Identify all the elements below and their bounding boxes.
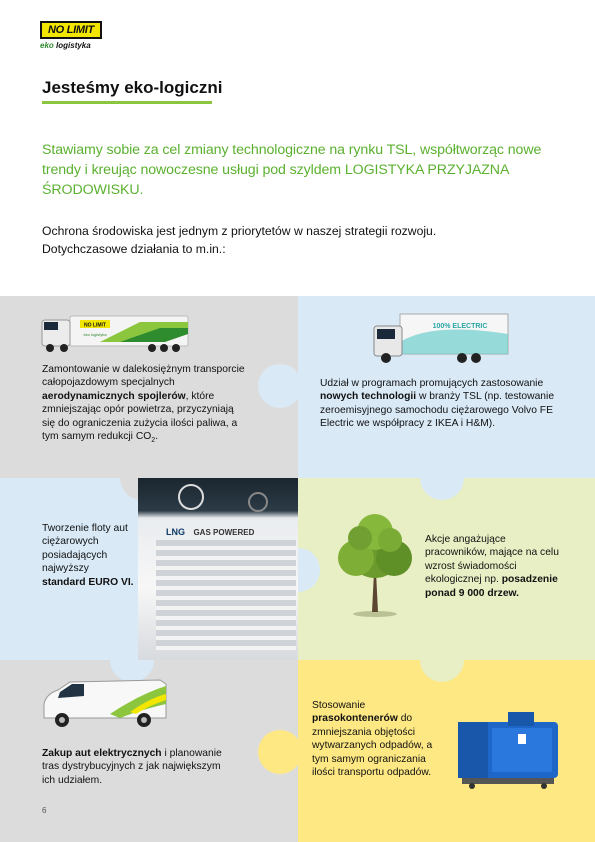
lng-badge: LNG — [166, 527, 185, 537]
logo-mark: NO LIMIT — [40, 21, 102, 39]
press-container-image — [448, 708, 568, 790]
truck-sub-text: eko logistyka — [83, 332, 107, 337]
intro-paragraph: Ochrona środowiska jest jednym z priorytetów w naszej strategii rozwoju. Dotychczasowe działania to m.in.: — [42, 224, 437, 256]
lead-paragraph: Stawiamy sobie za cel zmiany technologiczne na rynku TSL, współtworząc nowe trendy i kreując nowoczesne usługi pod szyldem LOGISTYKA PRZYJAZNA ŚRODOWISKU. — [42, 142, 542, 198]
puzzle-knob — [420, 456, 464, 500]
puzzle-knob — [420, 638, 464, 682]
gas-powered-label: GAS POWERED — [193, 528, 255, 537]
fleet-text: Tworzenie floty aut ciężarowych posiadających najwyższy standard EURO VI. — [42, 523, 134, 588]
lng-truck-image — [138, 478, 298, 660]
mirror-icon — [178, 484, 204, 510]
page-number: 6 — [42, 806, 47, 815]
electric-cars-text: Zakup aut elektrycznych i planowanie tras dystrybucyjnych z jak największym ich udziałem. — [42, 748, 222, 786]
brand-logo — [40, 20, 102, 50]
puzzle-knob — [258, 364, 302, 408]
electric-truck-image — [372, 312, 510, 364]
grille — [156, 540, 296, 650]
truck-brand-text: NO LIMIT — [84, 322, 106, 329]
trees-text: Akcje angażujące pracowników, mające na celu wzrost świadomości ekologicznej np. posadzenie ponad 9 000 drzew. — [425, 534, 559, 599]
puzzle-knob — [258, 730, 302, 774]
truck-aerodynamic-image — [40, 312, 190, 358]
spoilers-text: Zamontowanie w dalekosiężnym transporcie całopojazdowym specjalnych aerodynamicznych spojlerów, które zmniejszając opór powietrza, przyczyniają się do ograniczenia zużycia ilości paliwa, a tym samym redukcji $CO_2$. — [42, 364, 245, 445]
electric-truck-label: 100% ELECTRIC — [432, 323, 488, 330]
logo-subtitle: eko logistyka — [40, 41, 91, 50]
electric-van-image — [40, 674, 170, 732]
tree-image — [330, 512, 420, 620]
volvo-badge-icon — [248, 492, 268, 512]
title-underline — [42, 101, 212, 104]
containers-text: Stosowanie prasokontenerów do zmniejszania objętości wytwarzanych odpadów, a tym samym ograniczania ilości transportu odpadów. — [312, 700, 433, 779]
page-title: Jesteśmy eko-logiczni — [42, 78, 223, 97]
electric-truck-text: Udział w programach promujących zastosowanie nowych technologii w branży TSL (np. testowanie zeroemisyjnego samochodu ciężarowego Volvo FE Electric we współpracy z IKEA i H&M). — [320, 378, 555, 430]
